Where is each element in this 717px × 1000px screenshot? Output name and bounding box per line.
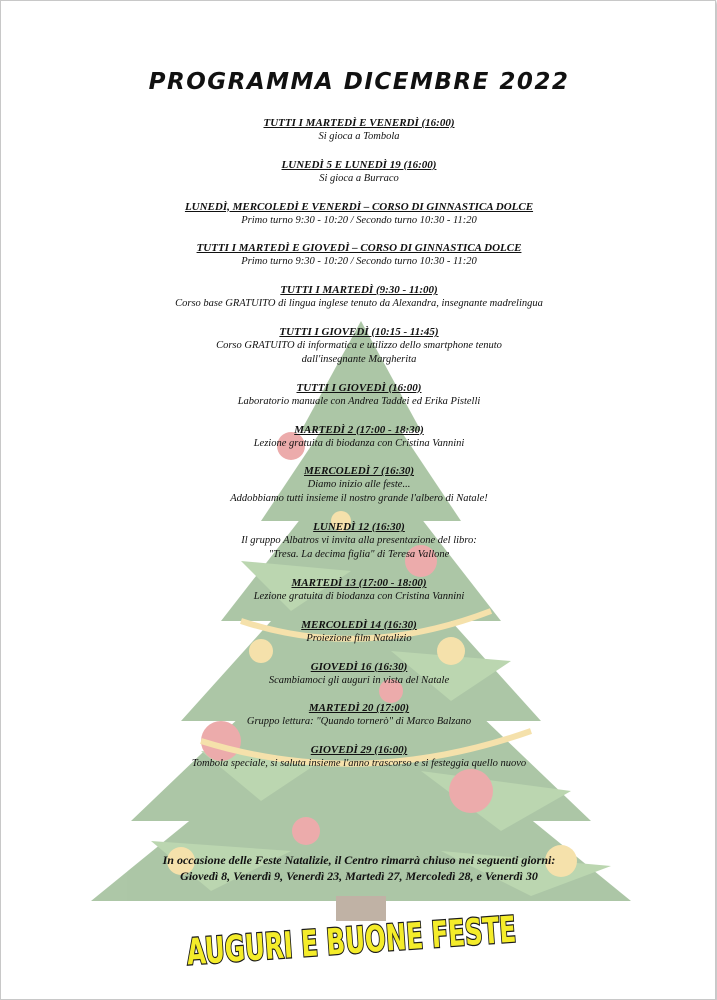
closing-notice <box>1 852 717 884</box>
event-description: Corso GRATUITO di informatica e utilizzo dello smartphone tenuto <box>216 339 502 351</box>
event-description: "Tresa. La decima figlia" di Teresa Vallone <box>268 549 450 561</box>
closing-line-2: Giovedì 8, Venerdì 9, Venerdì 23, Martedì 27, Mercoledì 28, e Venerdì 30 <box>180 869 538 883</box>
greeting-text: AUGURI E BUONE FESTE <box>185 898 672 974</box>
event-item <box>61 325 657 367</box>
event-description: Addobbiamo tutti insieme il nostro grande l'albero di Natale! <box>230 493 488 505</box>
event-title: TUTTI I MARTEDÌ E VENERDÌ (16:00) <box>263 117 455 129</box>
event-description: Primo turno 9:30 - 10:20 / Secondo turno 10:30 - 11:20 <box>241 256 477 268</box>
event-title: MARTEDÌ 2 (17:00 - 18:30) <box>294 423 424 436</box>
event-item <box>61 576 657 604</box>
event-description: Corso base GRATUITO di lingua inglese tenuto da Alexandra, insegnante madrelingua <box>175 298 543 310</box>
event-description: Tombola speciale, si saluta insieme l'anno trascorso e si festeggia quello nuovo <box>191 758 527 770</box>
event-description: Si gioca a Tombola <box>318 131 400 142</box>
event-description: Diamo inizio alle feste... <box>307 479 411 491</box>
event-item <box>61 283 657 311</box>
event-title: MARTEDÌ 20 (17:00) <box>308 702 410 715</box>
event-item <box>61 423 657 451</box>
event-item <box>61 701 657 729</box>
event-item <box>61 464 657 506</box>
event-description: Laboratorio manuale con Andrea Taddei ed Erika Pistelli <box>237 395 481 407</box>
event-item <box>61 618 657 646</box>
event-description: Primo turno 9:30 - 10:20 / Secondo turno 10:30 - 11:20 <box>241 214 477 226</box>
event-description: Proiezione film Natalizio <box>306 632 412 644</box>
event-item <box>61 241 657 269</box>
event-title: GIOVEDÌ 29 (16:00) <box>310 744 408 757</box>
event-item <box>61 200 657 228</box>
event-title: MERCOLEDÌ 7 (16:30) <box>303 465 414 478</box>
event-title: TUTTI I MARTEDÌ E GIOVEDÌ – CORSO DI GINNASTICA DOLCE <box>196 242 522 255</box>
event-description: Il gruppo Albatros vi invita alla presentazione del libro: <box>241 535 477 547</box>
events-list <box>61 116 657 771</box>
event-description: Lezione gratuita di biodanza con Cristina Vannini <box>253 437 465 449</box>
event-title: LUNEDÌ, MERCOLEDÌ E VENERDÌ – CORSO DI GINNASTICA DOLCE <box>184 200 534 213</box>
event-title: MARTEDÌ 13 (17:00 - 18:00) <box>291 576 427 589</box>
page-title: PROGRAMMA DICEMBRE 2022 <box>148 69 570 95</box>
event-title: LUNEDÌ 12 (16:30) <box>313 521 405 534</box>
event-title: TUTTI I GIOVEDÌ (16:00) <box>296 381 422 394</box>
greeting-banner <box>151 891 672 981</box>
event-item <box>61 743 657 771</box>
event-item <box>61 116 657 144</box>
event-title: TUTTI I GIOVEDÌ (10:15 - 11:45) <box>279 325 439 338</box>
event-title: TUTTI I MARTEDÌ (9:30 - 11:00) <box>280 284 438 297</box>
event-title: LUNEDÌ 5 E LUNEDÌ 19 (16:00) <box>281 158 437 171</box>
event-description: Scambiamoci gli auguri in vista del Natale <box>268 674 450 686</box>
event-item <box>61 158 657 186</box>
event-description: Lezione gratuita di biodanza con Cristina Vannini <box>253 590 465 602</box>
event-title: GIOVEDÌ 16 (16:30) <box>310 660 408 673</box>
event-item <box>61 520 657 562</box>
closing-line-1: In occasione delle Feste Natalizie, il Centro rimarrà chiuso nei seguenti giorni: <box>162 853 556 867</box>
event-item <box>61 381 657 409</box>
event-description: Gruppo lettura: "Quando tornerò" di Marco Balzano <box>246 716 472 728</box>
event-description: dall'insegnante Margherita <box>301 353 417 365</box>
event-description: Si gioca a Burraco <box>319 172 399 184</box>
event-title: MERCOLEDÌ 14 (16:30) <box>301 618 417 631</box>
event-item <box>61 660 657 688</box>
